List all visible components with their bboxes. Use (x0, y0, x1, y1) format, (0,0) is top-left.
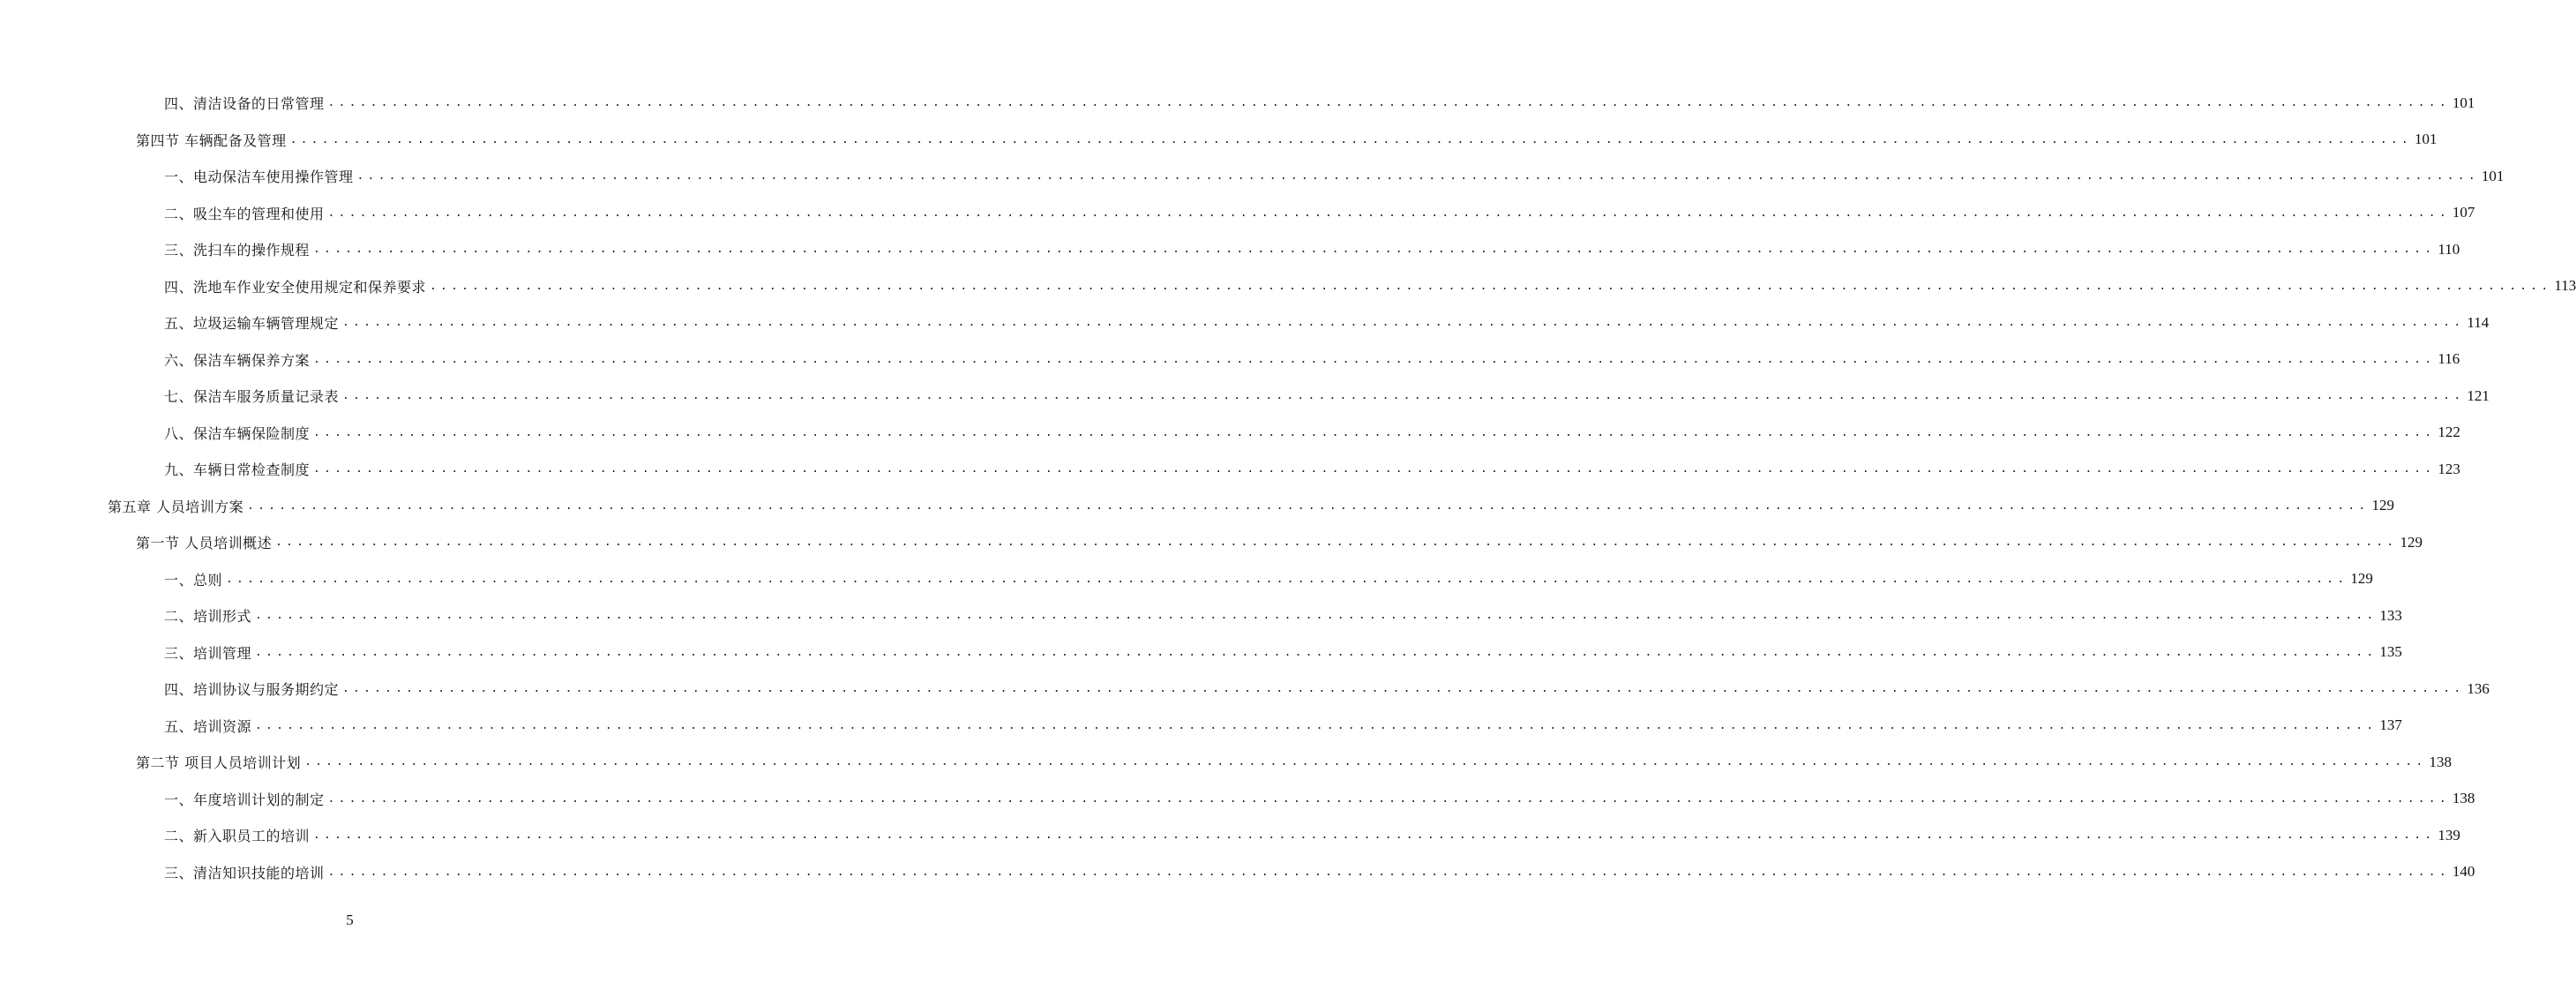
toc-entry[interactable] (164, 415, 2460, 452)
toc-entry[interactable] (164, 781, 2475, 818)
toc-entry[interactable] (164, 451, 2460, 488)
toc-leader-dots: ........................................................................................................................................................................................................ (313, 243, 2436, 257)
toc-entry-title: 五、培训资源 (164, 717, 252, 735)
toc-entry-title: 四、培训协议与服务期约定 (164, 681, 340, 699)
toc-leader-dots: ........................................................................................................................................................................................................ (313, 352, 2436, 366)
toc-leader-dots: ........................................................................................................................................................................................................ (255, 718, 2378, 732)
toc-entry[interactable] (164, 634, 2402, 671)
toc-entry[interactable] (136, 744, 2452, 781)
toc-entry-page: 137 (2379, 716, 2402, 734)
toc-entry[interactable] (164, 597, 2402, 634)
table-of-contents (0, 85, 2576, 890)
toc-entry-page: 113 (2554, 277, 2576, 295)
toc-entry[interactable] (136, 524, 2422, 561)
toc-entry[interactable] (164, 708, 2402, 745)
toc-leader-dots: ........................................................................................................................................................................................................ (327, 96, 2450, 110)
toc-entry-page: 116 (2437, 350, 2460, 368)
toc-entry[interactable] (164, 231, 2460, 268)
toc-entry-page: 101 (2414, 131, 2437, 148)
toc-entry-title: 一、电动保洁车使用操作管理 (164, 169, 354, 186)
toc-entry-title: 七、保洁车服务质量记录表 (164, 388, 340, 406)
toc-leader-dots: ........................................................................................................................................................................................................ (289, 132, 2412, 146)
toc-leader-dots: ........................................................................................................................................................................................................ (430, 279, 2552, 293)
page-number: 5 (346, 911, 354, 928)
toc-entry-title: 八、保洁车辆保险制度 (164, 424, 311, 442)
toc-entry-title: 三、清洁知识技能的培训 (164, 864, 325, 881)
toc-leader-dots: ........................................................................................................................................................................................................ (342, 682, 2465, 696)
toc-entry-page: 133 (2379, 606, 2402, 624)
toc-leader-dots: ........................................................................................................................................................................................................ (327, 865, 2450, 879)
toc-entry-title: 二、吸尘车的管理和使用 (164, 205, 325, 222)
toc-entry[interactable] (164, 378, 2490, 415)
toc-entry-page: 123 (2437, 460, 2460, 477)
toc-leader-dots: ........................................................................................................................................................................................................ (275, 536, 2398, 550)
toc-entry-title: 第五章 人员培训方案 (108, 498, 244, 515)
toc-leader-dots: ........................................................................................................................................................................................................ (304, 755, 2427, 769)
toc-entry-page: 139 (2437, 826, 2460, 844)
toc-entry[interactable] (164, 85, 2475, 122)
toc-entry[interactable] (164, 304, 2490, 341)
toc-entry-page: 114 (2467, 313, 2490, 331)
toc-entry-page: 129 (2350, 570, 2373, 588)
toc-entry-page: 101 (2481, 167, 2505, 184)
toc-entry[interactable] (136, 122, 2437, 159)
toc-entry-title: 第二节 项目人员培训计划 (136, 754, 302, 772)
toc-entry[interactable] (164, 671, 2490, 708)
toc-leader-dots: ........................................................................................................................................................................................................ (342, 389, 2465, 403)
toc-entry-title: 四、洗地车作业安全使用规定和保养要求 (164, 278, 427, 296)
toc-leader-dots: ........................................................................................................................................................................................................ (247, 499, 2370, 513)
toc-leader-dots: ........................................................................................................................................................................................................ (313, 829, 2436, 843)
toc-entry-title: 第一节 人员培训概述 (136, 535, 273, 552)
toc-entry-page: 121 (2467, 386, 2490, 404)
toc-entry-page: 135 (2379, 643, 2402, 661)
toc-entry-page: 122 (2437, 424, 2460, 441)
toc-leader-dots: ........................................................................................................................................................................................................ (327, 206, 2450, 220)
toc-leader-dots: ........................................................................................................................................................................................................ (327, 791, 2450, 806)
toc-entry-title: 三、培训管理 (164, 644, 252, 662)
toc-entry-page: 101 (2452, 94, 2475, 111)
toc-entry[interactable] (164, 341, 2460, 379)
toc-entry-page: 129 (2400, 533, 2422, 551)
toc-entry-page: 140 (2452, 863, 2475, 881)
toc-leader-dots: ........................................................................................................................................................................................................ (356, 169, 2479, 184)
toc-entry-title: 二、新入职员工的培训 (164, 828, 311, 845)
toc-entry-title: 二、培训形式 (164, 608, 252, 626)
toc-leader-dots: ........................................................................................................................................................................................................ (313, 425, 2436, 439)
toc-entry-page: 138 (2429, 753, 2452, 770)
toc-entry-title: 九、车辆日常检查制度 (164, 461, 311, 479)
toc-entry-title: 一、总则 (164, 571, 223, 589)
toc-entry-page: 107 (2452, 204, 2475, 221)
toc-leader-dots: ........................................................................................................................................................................................................ (342, 316, 2465, 330)
toc-entry-title: 一、年度培训计划的制定 (164, 791, 325, 808)
toc-entry-title: 第四节 车辆配备及管理 (136, 131, 287, 149)
toc-leader-dots: ........................................................................................................................................................................................................ (226, 572, 2348, 586)
toc-entry-title: 五、垃圾运输车辆管理规定 (164, 315, 340, 333)
toc-entry[interactable] (164, 158, 2505, 195)
toc-entry-page: 136 (2467, 679, 2490, 697)
toc-leader-dots: ........................................................................................................................................................................................................ (255, 609, 2378, 623)
toc-entry[interactable] (164, 268, 2576, 305)
toc-entry-title: 四、清洁设备的日常管理 (164, 95, 325, 113)
toc-leader-dots: ........................................................................................................................................................................................................ (255, 645, 2378, 659)
toc-leader-dots: ........................................................................................................................................................................................................ (313, 462, 2436, 476)
toc-entry[interactable] (108, 488, 2394, 525)
toc-entry-page: 110 (2437, 240, 2460, 258)
toc-entry[interactable] (164, 561, 2373, 598)
toc-entry-title: 六、保洁车辆保养方案 (164, 351, 311, 369)
toc-entry[interactable] (164, 854, 2475, 891)
toc-entry-title: 三、洗扫车的操作规程 (164, 242, 311, 259)
toc-entry[interactable] (164, 195, 2475, 232)
toc-entry[interactable] (164, 817, 2460, 854)
toc-entry-page: 138 (2452, 790, 2475, 807)
toc-entry-page: 129 (2371, 497, 2394, 514)
